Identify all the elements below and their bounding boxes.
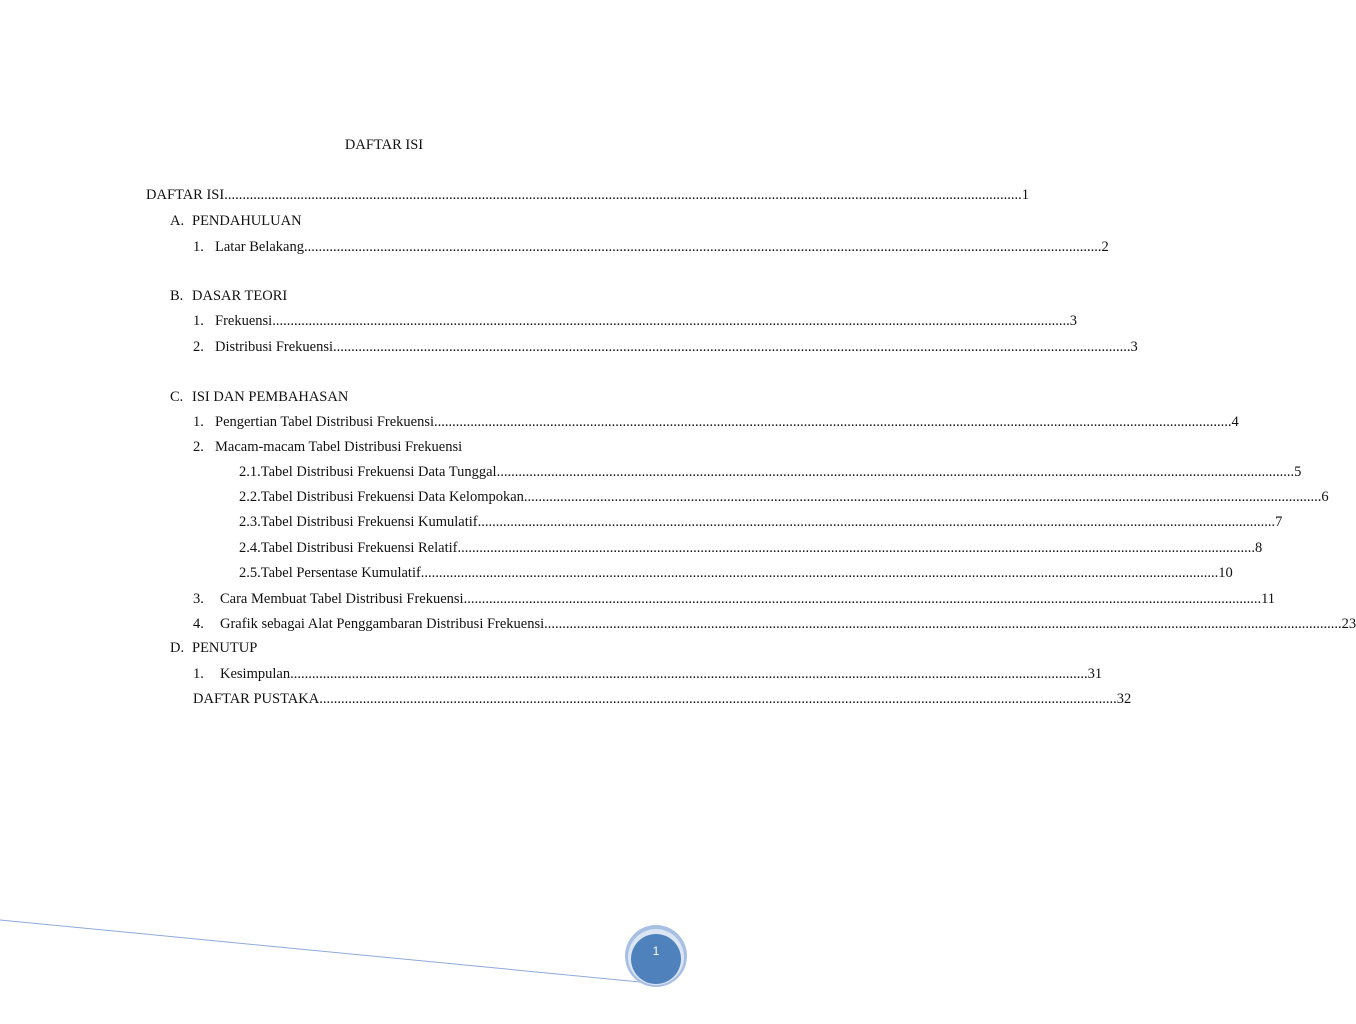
section-heading-b (170, 286, 287, 306)
dot-leader: ............................................................................................................................................................................................................................ (463, 591, 1262, 607)
toc-page: 3 (1130, 339, 1138, 355)
dot-leader: ............................................................................................................................................................................................................................ (290, 666, 1088, 682)
section-heading-c (170, 387, 348, 407)
toc-label: 2.1.Tabel Distribusi Frekuensi Data Tunggal (239, 464, 497, 480)
section-heading-a (170, 211, 302, 231)
section-label: ISI DAN PEMBAHASAN (192, 389, 349, 405)
toc-entry-persentase-kumulatif[interactable] (239, 563, 1233, 583)
item-marker: 4. (193, 616, 204, 632)
section-label: PENUTUP (192, 640, 258, 656)
section-label: DASAR TEORI (192, 288, 288, 304)
dot-leader: ............................................................................................................................................................................................................................ (319, 691, 1117, 707)
dot-leader: ............................................................................................................................................................................................................................ (496, 464, 1295, 480)
section-heading-d (170, 638, 257, 658)
item-marker: 1. (193, 414, 204, 430)
toc-page: 32 (1116, 691, 1132, 707)
toc-entry-pengertian[interactable] (193, 412, 1239, 432)
dot-leader: ............................................................................................................................................................................................................................ (420, 565, 1219, 581)
toc-entry-grafik[interactable] (193, 614, 1356, 634)
section-marker: A. (170, 213, 185, 229)
toc-label: 2.4.Tabel Distribusi Frekuensi Relatif (239, 540, 458, 556)
page-number: 1 (652, 944, 660, 958)
toc-entry-latar-belakang[interactable] (193, 237, 1109, 257)
toc-entry-kesimpulan[interactable] (193, 664, 1103, 684)
toc-label: Latar Belakang (215, 239, 304, 255)
toc-page: 23 (1341, 616, 1356, 632)
toc-entry-data-kelompokan[interactable] (239, 487, 1329, 507)
toc-label: Distribusi Frekuensi (215, 339, 334, 355)
dot-leader: ............................................................................................................................................................................................................................ (333, 339, 1131, 355)
toc-entry-relatif[interactable] (239, 538, 1263, 558)
dot-leader: ............................................................................................................................................................................................................................ (272, 313, 1070, 329)
item-marker: 3. (193, 591, 204, 607)
toc-entry-cara-membuat[interactable] (193, 589, 1276, 609)
toc-entry-frekuensi[interactable] (193, 311, 1077, 331)
dot-leader: ............................................................................................................................................................................................................................ (457, 540, 1255, 556)
section-marker: C. (170, 389, 184, 405)
badge-fill (631, 934, 681, 984)
dot-leader: ............................................................................................................................................................................................................................ (477, 514, 1276, 530)
toc-page: 31 (1087, 666, 1103, 682)
section-marker: B. (170, 288, 184, 304)
dot-leader: ............................................................................................................................................................................................................................ (224, 187, 1022, 203)
toc-label: 2.2.Tabel Distribusi Frekuensi Data Kelompokan (239, 489, 524, 505)
toc-label: Kesimpulan (220, 666, 291, 682)
toc-page: 10 (1218, 565, 1233, 581)
toc-label: DAFTAR ISI (146, 187, 225, 203)
page-title: DAFTAR ISI (344, 137, 424, 153)
toc-label: Macam-macam Tabel Distribusi Frekuensi (215, 439, 463, 455)
toc-label: Cara Membuat Tabel Distribusi Frekuensi (220, 591, 464, 607)
dot-leader: ............................................................................................................................................................................................................................ (303, 239, 1102, 255)
item-marker: 2. (193, 439, 204, 455)
toc-entry-macam-macam[interactable] (193, 437, 462, 457)
toc-page: 6 (1321, 489, 1329, 505)
toc-entry-distribusi-frekuensi[interactable] (193, 337, 1138, 357)
toc-label: Grafik sebagai Alat Penggambaran Distribusi Frekuensi (220, 616, 545, 632)
toc-entry-daftar-isi[interactable] (146, 185, 1029, 205)
toc-page: 8 (1254, 540, 1263, 556)
toc-page: 2 (1101, 239, 1109, 255)
dot-leader: ............................................................................................................................................................................................................................ (434, 414, 1232, 430)
dot-leader: ............................................................................................................................................................................................................................ (544, 616, 1342, 632)
toc-entry-daftar-pustaka[interactable] (193, 689, 1132, 709)
toc-label: 2.5.Tabel Persentase Kumulatif (239, 565, 421, 581)
item-marker: 1. (193, 313, 204, 329)
toc-entry-data-tunggal[interactable] (239, 462, 1302, 482)
toc-page: 3 (1069, 313, 1077, 329)
toc-label: 2.3.Tabel Distribusi Frekuensi Kumulatif (239, 514, 478, 530)
toc-page: 4 (1231, 414, 1239, 430)
toc-label: DAFTAR PUSTAKA (193, 691, 320, 707)
item-marker: 1. (193, 239, 204, 255)
dot-leader: ............................................................................................................................................................................................................................ (523, 489, 1322, 505)
toc-page: 5 (1294, 464, 1302, 480)
footer-line (0, 920, 640, 982)
toc-label: Pengertian Tabel Distribusi Frekuensi (215, 414, 435, 430)
toc-page: 7 (1275, 514, 1283, 530)
toc-label: Frekuensi (215, 313, 273, 329)
toc-entry-kumulatif[interactable] (239, 512, 1283, 532)
item-marker: 2. (193, 339, 204, 355)
toc-page: 11 (1261, 591, 1276, 607)
section-label: PENDAHULUAN (192, 213, 302, 229)
section-marker: D. (170, 640, 185, 656)
toc-page: 1 (1021, 187, 1029, 203)
item-marker: 1. (193, 666, 204, 682)
